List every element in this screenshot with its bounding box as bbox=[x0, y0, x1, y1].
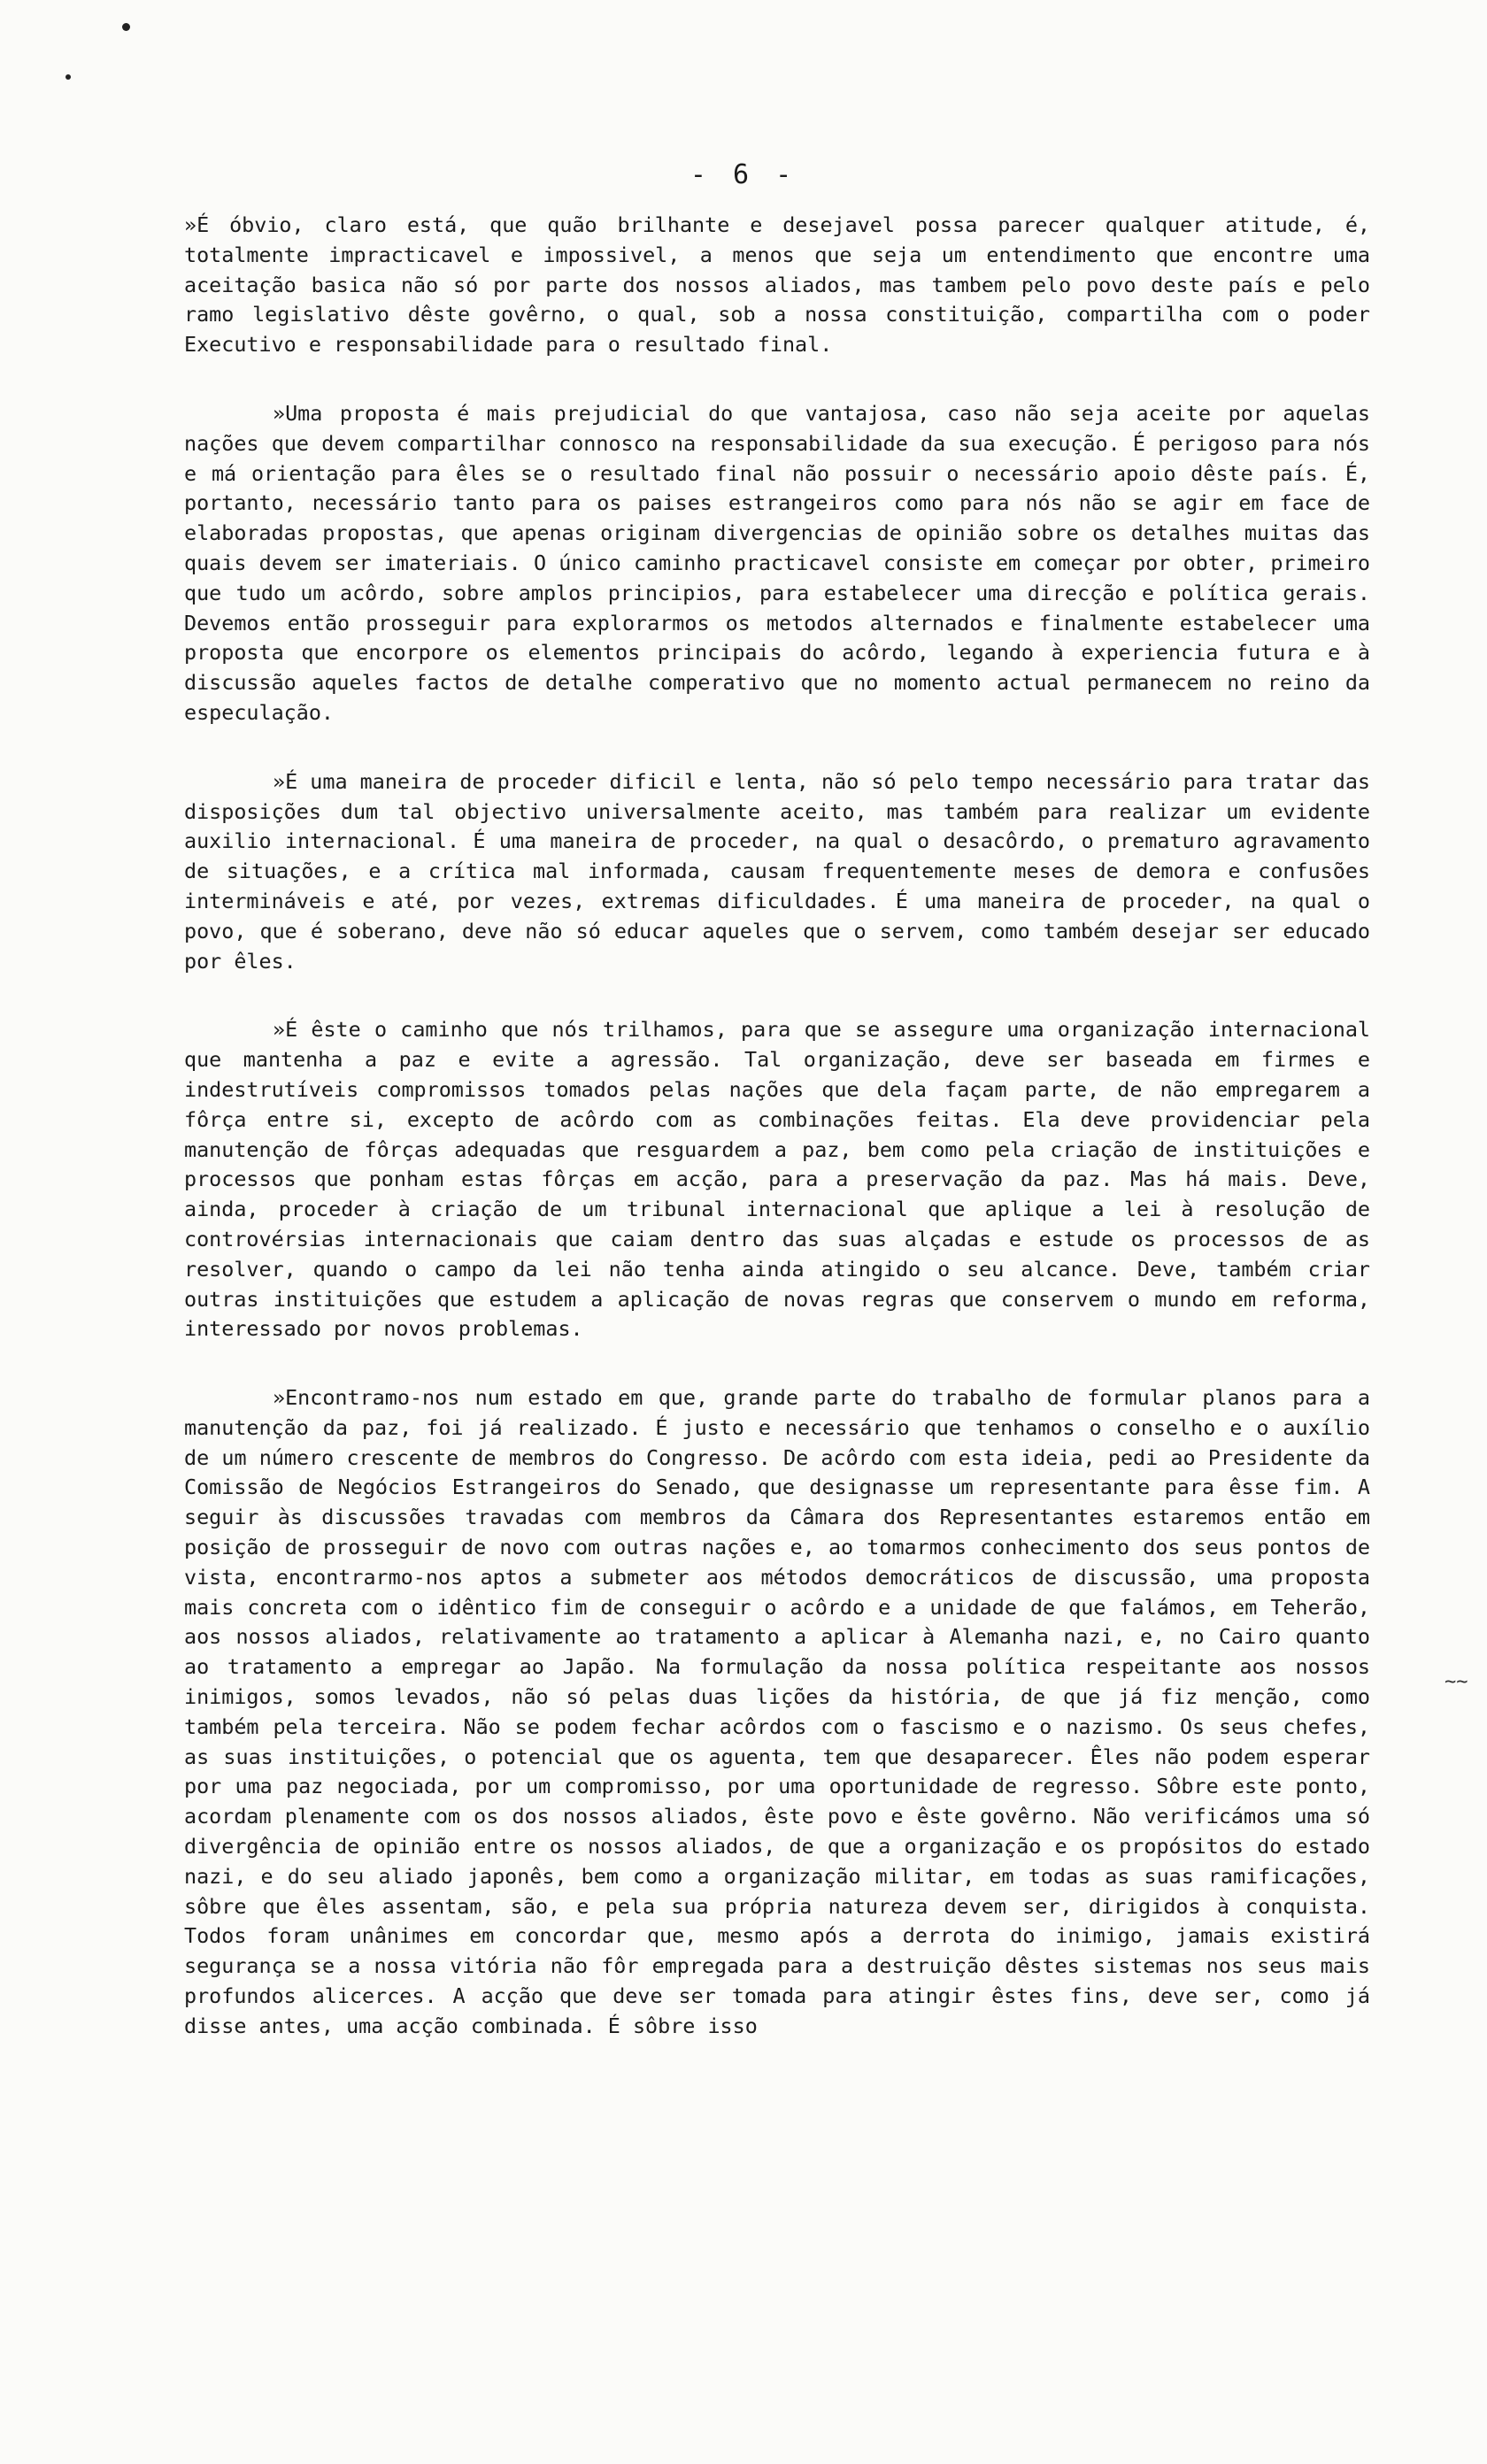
paragraph: »Encontramo-nos num estado em que, grande parte do trabalho de formular planos para a manutenção da paz, foi já realizado. É justo e necessário que tenhamos o conselho e o auxílio de um número crescente de membros do Congresso. De acôrdo com esta ideia, pedi ao Presidente da Comissão de Negócios Estrangeiros do Senado, que designasse um representante para êsse fim. A seguir às discussões travadas com membros da Câmara dos Representantes estaremos então em posição de prosseguir de novo com outras nações e, ao tomarmos conhecimento dos seus pontos de vista, encontrarmo-nos aptos a submeter aos métodos democráticos de discussão, uma proposta mais concreta com o idêntico fim de conseguir o acôrdo e a unidade de que falámos, em Teherão, aos nossos aliados, relativamente ao tratamento a aplicar à Alemanha nazi, e, no Cairo quanto ao tratamento a empregar ao Japão. Na formulação da nossa política respeitante aos nossos inimigos, somos levados, não só pelas duas lições da história, de que já fiz menção, como também pela terceira. Não se podem fechar acôrdos com o fascismo e o nazismo. Os seus chefes, as suas instituições, o potencial que os aguenta, tem que desaparecer. Êles não podem esperar por uma paz negociada, por um compromisso, por uma oportunidade de regresso. Sôbre este ponto, acordam plenamente com os dos nossos aliados, êste povo e êste govêrno. Não verificámos uma só divergência de opinião entre os nossos aliados, de que a organização e os propósitos do estado nazi, e do seu aliado japonês, bem como a organização militar, em todas as suas ramificações, sôbre que êles assentam, são, e pela sua própria natureza devem ser, dirigidos à conquista. Todos foram unânimes em concordar que, mesmo após a derrota do inimigo, jamais existirá segurança se a nossa vitória não fôr empregada para a destruição dêstes sistemas nos seus mais profundos alicerces. A acção que deve ser tomada para atingir êstes fins, deve ser, como já disse antes, uma acção combinada. É sôbre isso bbox=[184, 1385, 1370, 2038]
margin-mark: ~~ bbox=[1445, 1671, 1468, 1693]
paragraph: »É uma maneira de proceder dificil e lenta, não só pelo tempo necessário para tratar das disposições dum tal objectivo universalmente aceito, mas também para realizar um evidente auxilio internacional. É uma maneira de proceder, na qual o desacôrdo, o prematuro agravamento de situações, e a crítica mal informada, causam frequentemente meses de demora e confusões intermináveis e até, por vezes, extremas dificuldades. É uma maneira de proceder, na qual o povo, que é soberano, deve não só educar aqueles que o servem, como também desejar ser educado por êles. bbox=[184, 768, 1370, 974]
paragraph: »É óbvio, claro está, que quão brilhante e desejavel possa parecer qualquer atitude, é, totalmente impracticavel e impossivel, a menos que seja um entendimento que encontre uma aceitação basica não só por parte dos nossos aliados, mas tambem pelo povo deste país e pelo ramo legislativo dêste govêrno, o qual, sob a nossa constituição, compartilha com o poder Executivo e responsabilidade para o resultado final. bbox=[184, 212, 1370, 358]
page-number: - 6 - bbox=[690, 159, 797, 190]
paragraph: »Uma proposta é mais prejudicial do que vantajosa, caso não seja aceite por aquelas nações que devem compartilhar connosco na responsabilidade da sua execução. É perigoso para nós e má orientação para êles se o resultado final não possuir o necessário apoio dêste país. É, portanto, necessário tanto para os paises estrangeiros como para nós não se agir em face de elaboradas propostas, que apenas originam divergencias de opinião sobre os detalhes muitas das quais devem ser imateriais. O único caminho practicavel consiste em começar por obter, primeiro que tudo um acôrdo, sobre amplos principios, para estabelecer uma direcção e política gerais. Devemos então prosseguir para explorarmos os metodos alternados e finalmente estabelecer uma proposta que encorpore os elementos principais do acôrdo, legando à experiencia futura e à discussão aqueles factos de detalhe comperativo que no momento actual permanecem no reino da especulação. bbox=[184, 400, 1370, 725]
scan-speck bbox=[122, 23, 130, 31]
scan-speck bbox=[65, 74, 71, 80]
paragraph: »É êste o caminho que nós trilhamos, para que se assegure uma organização internacional que mantenha a paz e evite a agressão. Tal organização, deve ser baseada em firmes e indestrutíveis compromissos tomados pelas nações que dela façam parte, de não empregarem a fôrça entre si, excepto de acôrdo com as combinações feitas. Ela deve providenciar pela manutenção de fôrças adequadas que resguardem a paz, bem como pela criação de instituições e processos que ponham estas fôrças em acção, para a preservação da paz. Mas há mais. Deve, ainda, proceder à criação de um tribunal internacional que aplique a lei à resolução de controvérsias internacionais que caiam dentro das suas alçadas e estude os processos de as resolver, quando o campo da lei não tenha ainda atingido o seu alcance. Deve, também criar outras instituições que estudem a aplicação de novas regras que conservem o mundo em reforma, interessado por novos problemas. bbox=[184, 1017, 1370, 1342]
page-body bbox=[184, 211, 1370, 2081]
